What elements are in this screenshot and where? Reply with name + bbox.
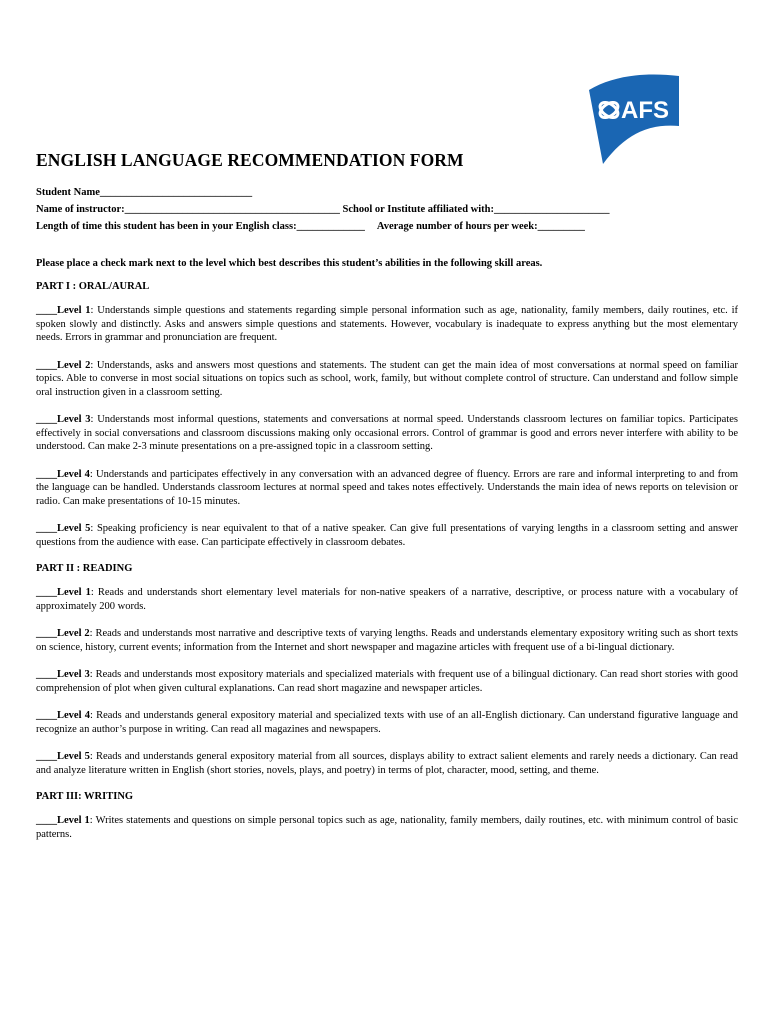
form-title: ENGLISH LANGUAGE RECOMMENDATION FORM [36,150,464,170]
check-blank[interactable]: ____ [36,305,57,316]
level-label: Level 3 [57,669,90,680]
level-label: Level 2 [57,359,91,371]
level-label: Level 1 [57,305,91,316]
level-label: Level 1 [57,587,91,598]
level-item [36,468,738,509]
instructor-field[interactable]: Name of instructor:_________________________________________ [36,204,340,215]
part-heading: PART II : READING [36,563,133,574]
level-item [36,586,738,613]
level-item [36,359,738,400]
check-blank[interactable]: ____ [36,669,57,680]
level-description: : Reads and understands general expository material from all sources, displays ability to extract salient elements and rarely needs a dictionary. Can read and analyze literature written in English (short stories, novels, plays, and poetry) in terms of plot, character, mood, setting, and theme. [36,751,738,776]
level-item [36,709,738,736]
check-blank[interactable]: ____ [36,414,57,425]
check-blank[interactable]: ____ [36,710,57,721]
part-heading: PART I : ORAL/AURAL [36,281,150,292]
level-label: Level 3 [57,414,91,425]
part-heading: PART III: WRITING [36,791,134,802]
level-item [36,814,738,841]
level-item [36,668,738,695]
length-of-time-field[interactable]: Length of time this student has been in your English class:_____________ [36,221,365,232]
svg-text:AFS: AFS [621,97,669,124]
level-item [36,413,738,454]
student-name-field[interactable]: Student Name_____________________________ [36,187,253,198]
level-label: Level 4 [57,710,90,721]
check-blank[interactable]: ____ [36,751,57,762]
check-blank[interactable]: ____ [36,815,57,826]
instructions: Please place a check mark next to the level which best describes this student’s abilities in the following skill areas. [36,258,543,269]
level-label: Level 4 [57,468,90,480]
level-description: : Speaking proficiency is near equivalent to that of a native speaker. Can give full presentations of varying lengths in a classroom setting and answer questions from the audience with ease. Can participate effectively in classroom debates. [36,523,738,548]
level-description: : Understands most informal questions, statements and conversations at normal speed. Understands classroom lectures on familiar topics. Participates effectively in social conversations and classroom discussions making only occasional errors. Control of grammar is good and errors never interfere with ability to be understood. Can make 2-3 minute presentations on a pre-assigned topic in a classroom setting. [36,414,738,452]
level-label: Level 2 [57,628,90,639]
level-description: : Reads and understands general expository material and specialized texts with use of an all-English dictionary. Can understand figurative language and recognize an author’s purpose in writing. Can read all magazines and newspapers. [36,710,738,735]
level-item [36,304,738,345]
level-item [36,627,738,654]
level-label: Level 5 [57,523,91,534]
check-blank[interactable]: ____ [36,523,57,534]
level-description: : Writes statements and questions on simple personal topics such as age, nationality, family members, daily routines, etc. with minimum control of basic patterns. [36,815,738,840]
length-hours-row [36,221,738,232]
check-blank[interactable]: ____ [36,587,57,598]
school-field[interactable]: School or Institute affiliated with:______________________ [342,204,610,215]
level-label: Level 5 [57,751,90,762]
level-description: : Understands, asks and answers most questions and statements. The student can get the main idea of most conversations at normal speed on familiar topics. Able to converse in most social situations on topics such as school, work, family, but without complete control of structure. Can understand and follow simple oral instruction given in a classroom setting. [36,359,738,398]
level-description: : Reads and understands most narrative and descriptive texts of varying lengths. Reads and understands elementary expository writing such as short texts on science, history, current events; information from the Internet and short newspaper and magazine articles with frequent use of a bi-lingual dictionary. [36,628,738,653]
level-label: Level 1 [57,815,90,826]
check-blank[interactable]: ____ [36,468,57,480]
level-description: : Reads and understands most expository materials and specialized materials with frequent use of a bilingual dictionary. Can read short stories with good comprehension of plot when given cultural explanations. Can read short magazine and newspaper articles. [36,669,738,694]
level-item [36,522,738,549]
skill-parts [36,281,738,841]
level-description: : Understands and participates effectively in any conversation with an advanced degree of fluency. Errors are rare and informal interpreting to and from the language can be handled. Understands classroom lectures at normal speed and takes notes effectively. Understands the main idea of news reports on television or radio. Can make presentations of 10-15 minutes. [36,468,738,507]
level-description: : Understands simple questions and statements regarding simple personal information such as age, nationality, family members, daily routines, etc. if spoken slowly and distinctly. Asks and answers simple questions and statements. However, vocabulary is inadequate to express anything but the most elementary needs. Errors in grammar and pronunciation are frequent. [36,305,738,343]
level-description: : Reads and understands short elementary level materials for non-native speakers of a narrative, descriptive, or process nature with a vocabulary of approximately 200 words. [36,587,738,612]
level-item [36,750,738,777]
form-content [36,150,738,855]
instructor-school-row [36,204,738,215]
hours-per-week-field[interactable]: Average number of hours per week:_________ [376,221,585,232]
check-blank[interactable]: ____ [36,359,57,371]
check-blank[interactable]: ____ [36,628,57,639]
